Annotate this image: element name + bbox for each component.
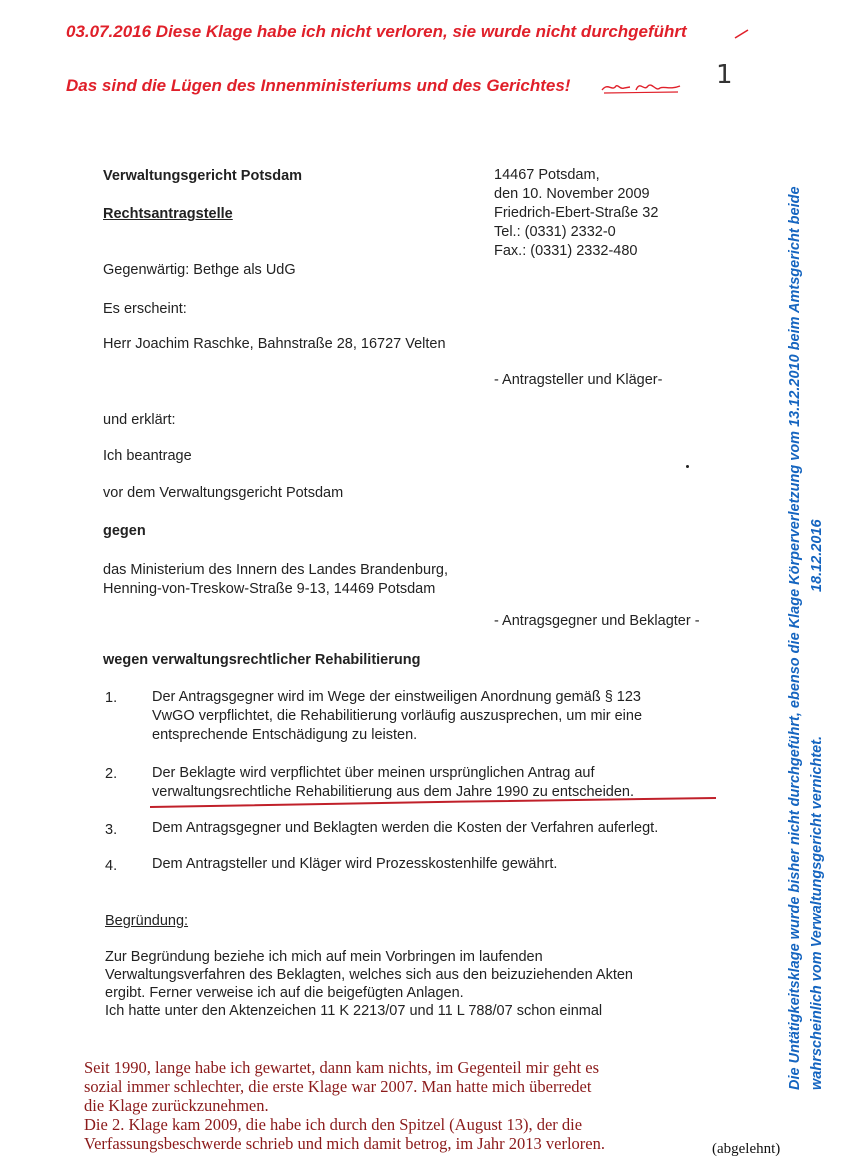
item-line: Dem Antragsteller und Kläger wird Prozesskostenhilfe gewährt. <box>152 856 558 872</box>
footer-line: Die 2. Klage kam 2009, die habe ich durch den Spitzel (August 13), der die <box>84 1115 583 1134</box>
item-number: 4. <box>105 858 118 874</box>
address-line: 14467 Potsdam, <box>494 167 600 183</box>
appears-line: Es erscheint: <box>103 301 187 317</box>
reason-text <box>105 948 633 1020</box>
respondent-line: Henning-von-Treskow-Straße 9-13, 14469 Potsdam <box>103 581 436 597</box>
item-line: Dem Antragsgegner und Beklagten werden die Kosten der Verfahren auferlegt. <box>152 820 659 836</box>
vertical-note-line2: wahrscheinlich vom Verwaltungsgericht vernichtet. <box>809 735 825 1090</box>
page-number: 1 <box>716 60 733 90</box>
annotation-header-line2: Das sind die Lügen des Innenministeriums und des Gerichtes! <box>66 76 571 95</box>
address-line: Tel.: (0331) 2332-0 <box>494 224 616 240</box>
address-line: Friedrich-Ebert-Straße 32 <box>494 205 659 221</box>
reason-line: Verwaltungsverfahren des Beklagten, welches sich aus den beizuziehenden Akten <box>105 967 633 983</box>
letterhead-address <box>494 166 658 261</box>
applicant-role: - Antragsteller und Kläger- <box>494 372 663 388</box>
item-line: VwGO verpflichtet, die Rehabilitierung vorläufig auszusprechen, um mir eine <box>152 708 643 724</box>
stray-dot <box>686 465 689 468</box>
respondent <box>103 561 448 599</box>
office-name: Rechtsantragstelle <box>103 206 233 222</box>
reason-line: Zur Begründung beziehe ich mich auf mein Vorbringen im laufenden <box>105 949 543 965</box>
item-line: Der Beklagte wird verpflichtet über meinen ursprünglichen Antrag auf <box>152 765 595 781</box>
red-checkmark-icon <box>734 28 750 40</box>
reason-line: ergibt. Ferner verweise ich auf die beigefügten Anlagen. <box>105 985 464 1001</box>
subject-line: wegen verwaltungsrechtlicher Rehabilitierung <box>103 652 421 668</box>
footer-line: Verfassungsbeschwerde schrieb und mich damit betrog, im Jahr 2013 verloren. <box>84 1134 605 1153</box>
footer-line: die Klage zurückzunehmen. <box>84 1096 269 1115</box>
respondent-line: das Ministerium des Innern des Landes Brandenburg, <box>103 562 448 578</box>
respondent-role: - Antragsgegner und Beklagter - <box>494 613 700 629</box>
against-line: gegen <box>103 523 146 539</box>
request-line: Ich beantrage <box>103 448 192 464</box>
applicant-line: Herr Joachim Raschke, Bahnstraße 28, 16727 Velten <box>103 336 446 352</box>
declares-line: und erklärt: <box>103 412 176 428</box>
vertical-note-date: 18.12.2016 <box>809 519 825 592</box>
red-underline-mark <box>148 797 720 811</box>
before-court-line: vor dem Verwaltungsgericht Potsdam <box>103 485 344 501</box>
address-line: den 10. November 2009 <box>494 186 650 202</box>
item-number: 1. <box>105 690 118 706</box>
annotation-header-line1: 03.07.2016 Diese Klage habe ich nicht verloren, sie wurde nicht durchgeführt <box>66 22 687 41</box>
address-line: Fax.: (0331) 2332-480 <box>494 243 638 259</box>
present-line: Gegenwärtig: Bethge als UdG <box>103 262 296 278</box>
reason-line: Ich hatte unter den Aktenzeichen 11 K 2213/07 und 11 L 788/07 schon einmal <box>105 1003 603 1019</box>
footer-line: Seit 1990, lange habe ich gewartet, dann kam nichts, im Gegenteil mir geht es <box>84 1058 600 1077</box>
item-number: 3. <box>105 822 118 838</box>
court-name: Verwaltungsgericht Potsdam <box>103 168 303 184</box>
footer-line: sozial immer schlechter, die erste Klage war 2007. Man hatte mich überredet <box>84 1077 592 1096</box>
item-line: entsprechende Entschädigung zu leisten. <box>152 727 418 743</box>
signature-icon <box>600 78 684 96</box>
item-text <box>152 688 642 745</box>
footer-note <box>84 1058 605 1153</box>
reason-heading: Begründung: <box>105 913 189 929</box>
vertical-note-line1: Die Untätigkeitsklage wurde bisher nicht durchgeführt, ebenso die Klage Körperverletzung vom 13.12.2010 beim Amtsgericht beide <box>787 186 803 1090</box>
item-line: verwaltungsrechtliche Rehabilitierung aus dem Jahre 1990 zu entscheiden. <box>152 784 635 800</box>
item-line: Der Antragsgegner wird im Wege der einstweiligen Anordnung gemäß § 123 <box>152 689 641 705</box>
item-number: 2. <box>105 766 118 782</box>
footer-tag: (abgelehnt) <box>712 1141 781 1157</box>
